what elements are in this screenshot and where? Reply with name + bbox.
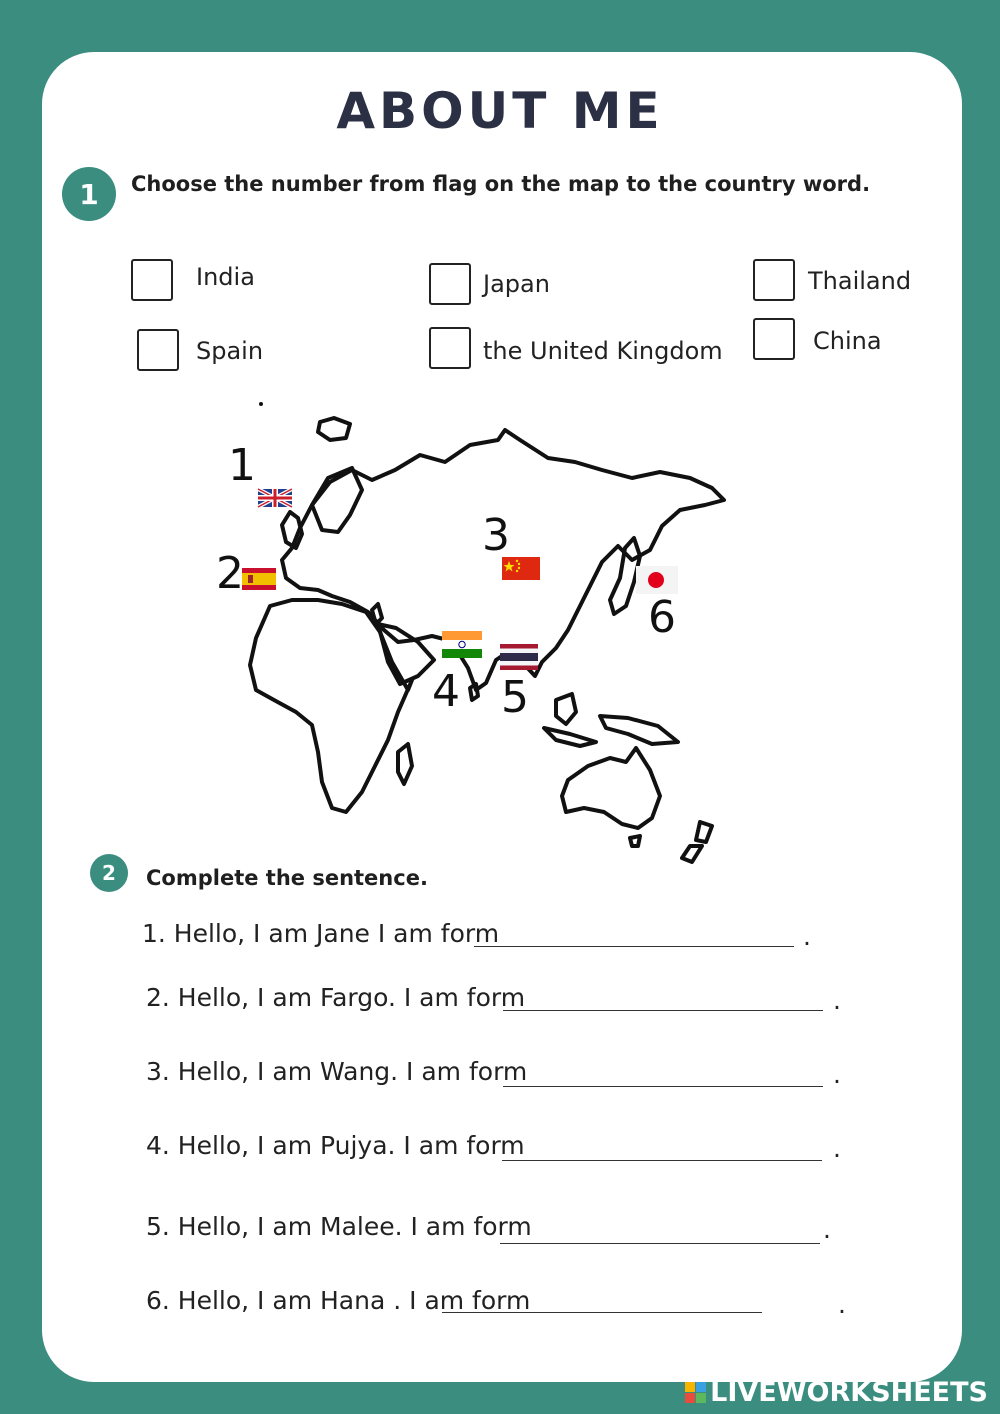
answer-box-china[interactable] xyxy=(753,318,795,360)
india-flag xyxy=(442,631,482,658)
answer-box-japan[interactable] xyxy=(429,263,471,305)
new-zealand-outline xyxy=(682,822,712,862)
brand-text: LIVEWORKSHEETS xyxy=(710,1377,988,1408)
madagascar-outline xyxy=(398,744,412,784)
answer-box-thailand[interactable] xyxy=(753,259,795,301)
section-2-instruction: Complete the sentence. xyxy=(146,866,428,890)
map-dot xyxy=(259,402,263,406)
sentence-2-period: . xyxy=(833,986,841,1015)
answer-box-spain[interactable] xyxy=(137,329,179,371)
country-label-spain: Spain xyxy=(196,337,264,365)
map-number-2: 2 xyxy=(216,548,244,599)
answer-box-india[interactable] xyxy=(131,259,173,301)
thailand-flag xyxy=(500,644,538,670)
answer-box-united-kingdom[interactable] xyxy=(429,327,471,369)
answer-blank-1[interactable] xyxy=(474,946,794,947)
section-1-number-badge: 1 xyxy=(62,167,116,221)
answer-blank-3[interactable] xyxy=(503,1086,823,1087)
sentence-5-period: . xyxy=(823,1215,831,1244)
section-2-number-badge: 2 xyxy=(90,854,128,892)
sentence-1: 1. Hello, I am Jane I am form xyxy=(142,919,500,948)
australia-outline xyxy=(562,748,660,828)
sentence-5: 5. Hello, I am Malee. I am form xyxy=(146,1212,532,1241)
sentence-3-period: . xyxy=(833,1060,841,1089)
liveworksheets-brand xyxy=(685,1377,988,1408)
liveworksheets-logo-icon xyxy=(685,1382,706,1403)
sentence-6-period: . xyxy=(838,1290,846,1319)
borneo-outline xyxy=(556,694,576,724)
sentence-6: 6. Hello, I am Hana . I am form xyxy=(146,1286,531,1315)
page-title: ABOUT ME xyxy=(336,82,664,140)
caspian-sea-outline xyxy=(372,604,382,624)
new-guinea-outline xyxy=(600,716,678,744)
iceland-outline xyxy=(318,418,350,440)
sentence-4-period: . xyxy=(833,1134,841,1163)
country-label-india: India xyxy=(196,263,255,291)
answer-blank-2[interactable] xyxy=(503,1010,823,1011)
map-number-4: 4 xyxy=(432,666,460,717)
sentence-3: 3. Hello, I am Wang. I am form xyxy=(146,1057,528,1086)
united-kingdom-flag xyxy=(258,489,292,507)
sentence-4: 4. Hello, I am Pujya. I am form xyxy=(146,1131,525,1160)
map-number-6: 6 xyxy=(648,592,676,643)
answer-blank-6[interactable] xyxy=(442,1312,762,1313)
tasmania-outline xyxy=(630,836,640,846)
country-label-china: China xyxy=(813,327,882,355)
map-number-3: 3 xyxy=(482,510,510,561)
great-britain-outline xyxy=(282,512,302,548)
spain-flag xyxy=(242,568,276,590)
answer-blank-4[interactable] xyxy=(502,1160,822,1161)
country-label-united-kingdom: the United Kingdom xyxy=(483,337,723,365)
sentence-2: 2. Hello, I am Fargo. I am form xyxy=(146,983,526,1012)
map-number-1: 1 xyxy=(228,440,256,491)
map-number-5: 5 xyxy=(501,672,529,723)
country-label-japan: Japan xyxy=(483,270,550,298)
answer-blank-5[interactable] xyxy=(500,1243,820,1244)
japan-flag xyxy=(636,566,678,594)
indonesia-outline xyxy=(544,728,596,746)
section-1-instruction: Choose the number from flag on the map to the country word. xyxy=(131,172,871,196)
sri-lanka-outline xyxy=(470,684,478,700)
country-label-thailand: Thailand xyxy=(808,267,912,295)
sentence-1-period: . xyxy=(803,922,811,951)
